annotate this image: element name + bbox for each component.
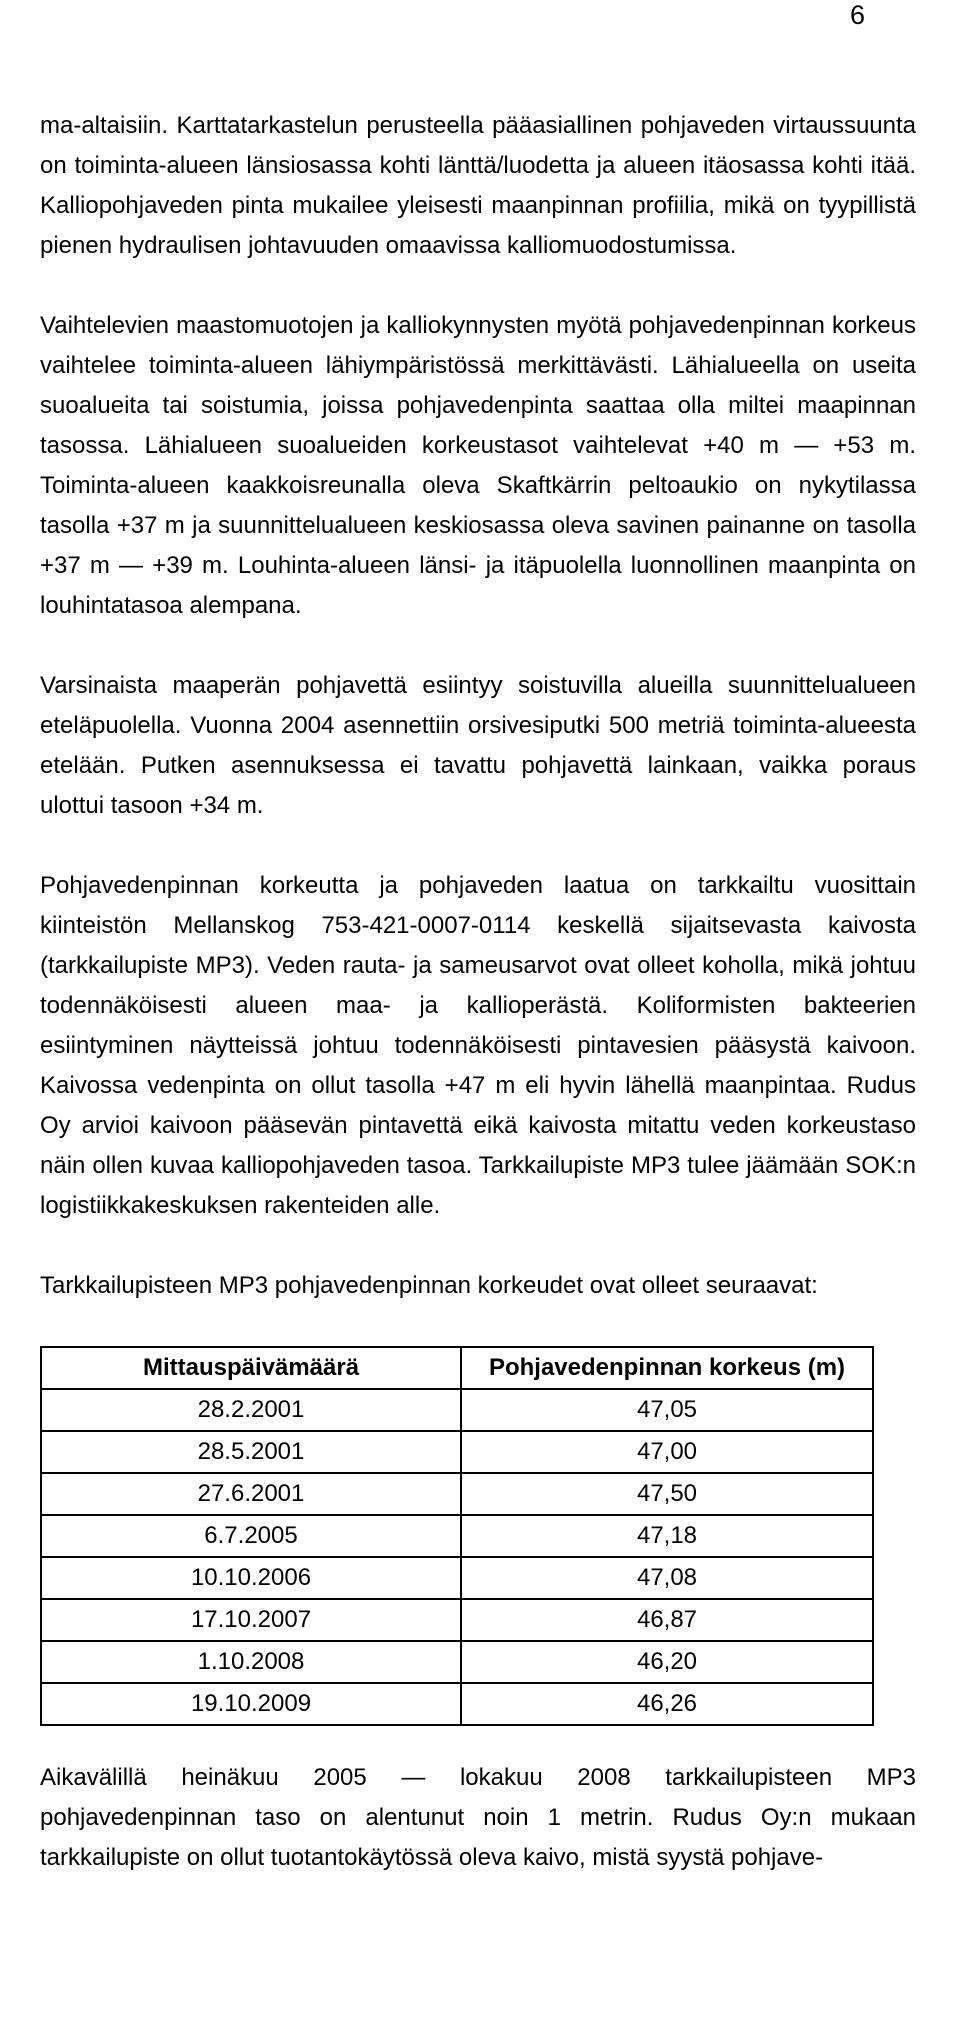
groundwater-level: 46,87: [461, 1599, 873, 1641]
page-number: 6: [849, 0, 865, 30]
groundwater-level: 47,00: [461, 1431, 873, 1473]
measurement-date: 1.10.2008: [41, 1641, 461, 1683]
table-row: [41, 1683, 873, 1725]
table-row: [41, 1389, 873, 1431]
measurement-date: 27.6.2001: [41, 1473, 461, 1515]
paragraph: Varsinaista maaperän pohjavettä esiintyy soistuvilla alueilla suunnittelualueen eteläpuolella. Vuonna 2004 asennettiin orsivesiputki 500 metriä toiminta-alueesta etelään. Putken asennuksessa ei tavattu pohjavettä lainkaan, vaikka poraus ulottui tasoon +34 m.: [40, 672, 916, 819]
groundwater-level: 47,05: [461, 1389, 873, 1431]
measurement-date: 19.10.2009: [41, 1683, 461, 1725]
table-row: [41, 1557, 873, 1599]
measurement-date: 28.2.2001: [41, 1389, 461, 1431]
groundwater-level: 47,18: [461, 1515, 873, 1557]
table-row: [41, 1473, 873, 1515]
paragraph: Pohjavedenpinnan korkeutta ja pohjaveden laatua on tarkkailtu vuosittain kiinteistön Mellanskog 753-421-0007-0114 keskellä sijaitsevasta kaivosta (tarkkailupiste MP3). Veden rauta- ja sameusarvot ovat olleet koholla, mikä johtuu todennäköisesti alueen maa- ja kallioperästä. Koliformisten bakteerien esiintyminen näytteissä johtuu todennäköisesti pintavesien pääsystä kaivoon. Kaivossa vedenpinta on ollut tasolla +47 m eli hyvin lähellä maanpintaa. Rudus Oy arvioi kaivoon pääsevän pintavettä eikä kaivosta mitattu veden korkeustaso näin ollen kuvaa kalliopohjaveden tasoa. Tarkkailupiste MP3 tulee jäämään SOK:n logistiikkakeskuksen rakenteiden alle.: [40, 872, 916, 1219]
column-header-level: Pohjavedenpinnan korkeus (m): [461, 1347, 873, 1389]
table-row: [41, 1641, 873, 1683]
groundwater-level: 47,08: [461, 1557, 873, 1599]
measurement-date: 6.7.2005: [41, 1515, 461, 1557]
column-header-date: Mittauspäivämäärä: [41, 1347, 461, 1389]
groundwater-level-table: [40, 1346, 874, 1726]
groundwater-level: 46,26: [461, 1683, 873, 1725]
measurement-date: 28.5.2001: [41, 1431, 461, 1473]
measurement-date: 17.10.2007: [41, 1599, 461, 1641]
groundwater-level: 46,20: [461, 1641, 873, 1683]
paragraph: Tarkkailupisteen MP3 pohjavedenpinnan korkeudet ovat olleet seuraavat:: [40, 1272, 818, 1299]
table-row: [41, 1431, 873, 1473]
closing-paragraph: Aikavälillä heinäkuu 2005 — lokakuu 2008 tarkkailupisteen MP3 pohjavedenpinnan taso on alentunut noin 1 metrin. Rudus Oy:n mukaan tarkkailupiste on ollut tuotantokäytössä oleva kaivo, mistä syystä pohjave-: [40, 1764, 916, 1871]
groundwater-level: 47,50: [461, 1473, 873, 1515]
paragraph: Vaihtelevien maastomuotojen ja kalliokynnysten myötä pohjavedenpinnan korkeus vaihtelee toiminta-alueen lähiympäristössä merkittävästi. Lähialueella on useita suoalueita tai soistumia, joissa pohjavedenpinta saattaa olla miltei maapinnan tasossa. Lähialueen suoalueiden korkeustasot vaihtelevat +40 m — +53 m. Toiminta-alueen kaakkoisreunalla oleva Skaftkärrin peltoaukio on nykytilassa tasolla +37 m ja suunnittelualueen keskiosassa oleva savinen painanne on tasolla +37 m — +39 m. Louhinta-alueen länsi- ja itäpuolella luonnollinen maanpinta on louhintatasoa alempana.: [40, 312, 916, 619]
document-body: [40, 106, 916, 1878]
table-header-row: [41, 1347, 873, 1389]
paragraph: ma-altaisiin. Karttatarkastelun perusteella pääasiallinen pohjaveden virtaussuunta on toiminta-alueen länsiosassa kohti länttä/luodetta ja alueen itäosassa kohti itää. Kalliopohjaveden pinta mukailee yleisesti maanpinnan profiilia, mikä on tyypillistä pienen hydraulisen johtavuuden omaavissa kalliomuodostumissa.: [40, 112, 916, 259]
table-row: [41, 1515, 873, 1557]
table-row: [41, 1599, 873, 1641]
measurement-date: 10.10.2006: [41, 1557, 461, 1599]
